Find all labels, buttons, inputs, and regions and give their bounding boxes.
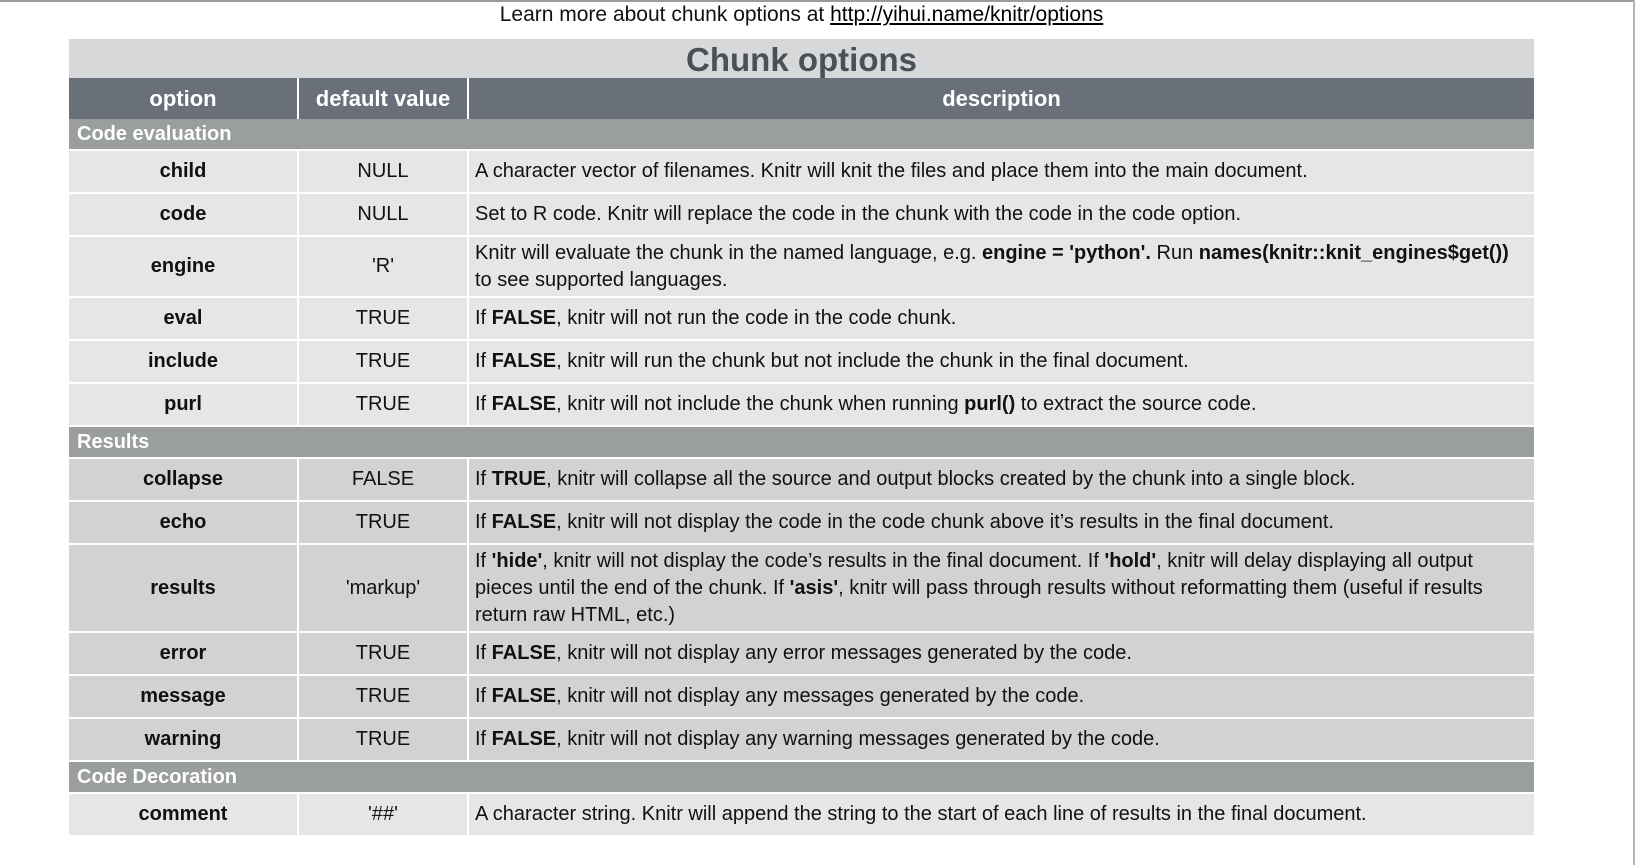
- table-row: [69, 632, 1534, 675]
- option-name: error: [69, 632, 298, 675]
- options-link[interactable]: http://yihui.name/knitr/options: [830, 3, 1104, 26]
- option-name: purl: [69, 383, 298, 426]
- default-value: FALSE: [298, 458, 468, 501]
- default-value: TRUE: [298, 675, 468, 718]
- description: A character vector of filenames. Knitr will knit the files and place them into the main document.: [468, 150, 1534, 193]
- option-name: results: [69, 544, 298, 632]
- option-name: code: [69, 193, 298, 236]
- default-value: TRUE: [298, 340, 468, 383]
- learn-more-line: [0, 2, 1603, 28]
- options-table: [69, 78, 1534, 837]
- table-row: [69, 193, 1534, 236]
- table-row: [69, 793, 1534, 836]
- description: If 'hide', knitr will not display the code’s results in the final document. If 'hold', knitr will delay displaying all output pieces until the end of the chunk. If 'asis', knitr will pass through results without reformatting them (useful if results return raw HTML, etc.): [468, 544, 1534, 632]
- table-row: [69, 297, 1534, 340]
- description: If FALSE, knitr will not display any error messages generated by the code.: [468, 632, 1534, 675]
- table-row: [69, 383, 1534, 426]
- description: If FALSE, knitr will not display any messages generated by the code.: [468, 675, 1534, 718]
- default-value: 'markup': [298, 544, 468, 632]
- section-label: Code evaluation: [69, 119, 1534, 150]
- chunk-options-sheet: [69, 39, 1534, 837]
- table-row: [69, 718, 1534, 761]
- header-row: [69, 78, 1534, 119]
- section-row-code-evaluation: [69, 119, 1534, 150]
- option-name: warning: [69, 718, 298, 761]
- column-header-description: description: [468, 78, 1534, 119]
- option-name: eval: [69, 297, 298, 340]
- table-row: [69, 501, 1534, 544]
- description: If FALSE, knitr will not display the code in the code chunk above it’s results in the final document.: [468, 501, 1534, 544]
- option-name: echo: [69, 501, 298, 544]
- option-name: child: [69, 150, 298, 193]
- option-name: comment: [69, 793, 298, 836]
- description: Set to R code. Knitr will replace the code in the chunk with the code in the code option.: [468, 193, 1534, 236]
- description: If FALSE, knitr will not run the code in the code chunk.: [468, 297, 1534, 340]
- default-value: TRUE: [298, 632, 468, 675]
- default-value: NULL: [298, 150, 468, 193]
- table-row: [69, 675, 1534, 718]
- description: If FALSE, knitr will run the chunk but not include the chunk in the final document.: [468, 340, 1534, 383]
- description: Knitr will evaluate the chunk in the named language, e.g. engine = 'python'. Run names(knitr::knit_engines$get()) to see supported languages.: [468, 236, 1534, 297]
- table-row: [69, 544, 1534, 632]
- section-row-code-decoration: [69, 761, 1534, 793]
- option-name: engine: [69, 236, 298, 297]
- sheet-title: Chunk options: [69, 39, 1534, 78]
- option-name: collapse: [69, 458, 298, 501]
- table-row: [69, 236, 1534, 297]
- column-header-default: default value: [298, 78, 468, 119]
- description: A character string. Knitr will append the string to the start of each line of results in the final document.: [468, 793, 1534, 836]
- column-header-option: option: [69, 78, 298, 119]
- section-label: Code Decoration: [69, 761, 1534, 793]
- default-value: TRUE: [298, 718, 468, 761]
- section-row-results: [69, 426, 1534, 458]
- table-row: [69, 150, 1534, 193]
- default-value: TRUE: [298, 501, 468, 544]
- option-name: include: [69, 340, 298, 383]
- description: If FALSE, knitr will not display any warning messages generated by the code.: [468, 718, 1534, 761]
- learn-more-text: Learn more about chunk options at: [499, 3, 831, 26]
- description: If FALSE, knitr will not include the chunk when running purl() to extract the source code.: [468, 383, 1534, 426]
- description: If TRUE, knitr will collapse all the source and output blocks created by the chunk into a single block.: [468, 458, 1534, 501]
- default-value: TRUE: [298, 297, 468, 340]
- section-label: Results: [69, 426, 1534, 458]
- table-row: [69, 340, 1534, 383]
- default-value: '##': [298, 793, 468, 836]
- default-value: NULL: [298, 193, 468, 236]
- option-name: message: [69, 675, 298, 718]
- default-value: TRUE: [298, 383, 468, 426]
- table-row: [69, 458, 1534, 501]
- default-value: 'R': [298, 236, 468, 297]
